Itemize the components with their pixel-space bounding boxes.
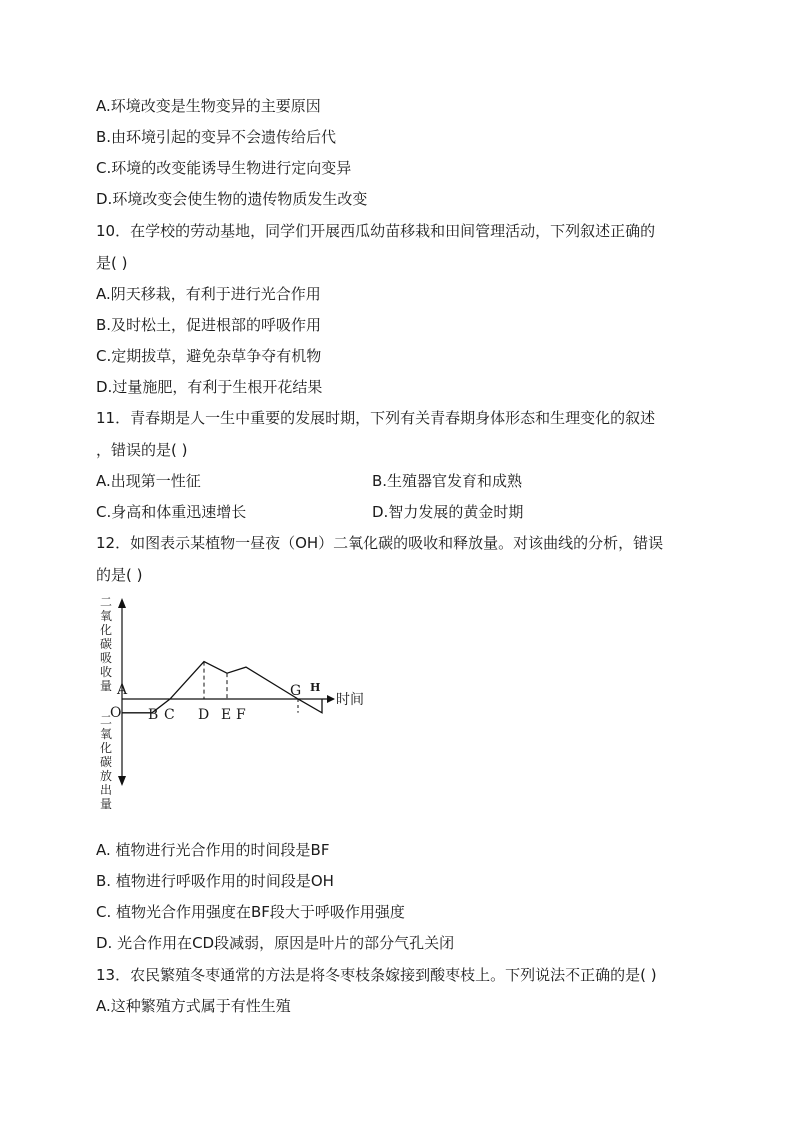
q9-option-c: C.环境的改变能诱导生物进行定向变异	[96, 159, 352, 177]
y-label-top-char: 氧	[100, 609, 113, 623]
y-label-top-char: 吸	[100, 651, 113, 665]
y-label-top-char: 二	[100, 595, 113, 609]
y-label-bottom-char: 二	[100, 713, 113, 727]
y-label-bottom-char: 量	[100, 797, 113, 811]
q10-option-b: B.及时松土，促进根部的呼吸作用	[96, 316, 322, 334]
chart-dashed-guides	[122, 662, 298, 713]
q11-option-b: B.生殖器官发育和成熟	[372, 472, 523, 490]
q12-option-d: D. 光合作用在CD段减弱，原因是叶片的部分气孔关闭	[96, 934, 455, 952]
y-axis-arrow-down	[118, 776, 126, 786]
q10-stem-line1: 10．在学校的劳动基地，同学们开展西瓜幼苗移栽和田间管理活动，下列叙述正确的	[96, 222, 656, 240]
point-label-f: F	[236, 707, 246, 723]
origin-label: O	[110, 705, 122, 721]
point-label-a: A	[117, 682, 128, 698]
y-axis-arrow-up	[118, 598, 126, 608]
y-label-top-char: 收	[100, 665, 113, 679]
point-label-g: G	[290, 683, 302, 699]
q11-stem-line2: ，错误的是( )	[96, 441, 188, 459]
x-axis-arrow	[327, 695, 335, 703]
q9-option-d: D.环境改变会使生物的遗传物质发生改变	[96, 190, 368, 208]
chart-y-labels	[100, 595, 112, 811]
point-label-e: E	[221, 707, 232, 723]
y-label-bottom-char: 碳	[100, 755, 113, 769]
co2-chart	[92, 594, 364, 828]
chart-axes	[110, 598, 364, 786]
y-label-top-char: 化	[100, 623, 113, 637]
point-label-b: B	[148, 707, 159, 723]
q12-option-a: A. 植物进行光合作用的时间段是BF	[96, 841, 330, 859]
point-label-h: H	[310, 681, 321, 694]
y-label-bottom-char: 氧	[100, 727, 113, 741]
q12-option-c: C. 植物光合作用强度在BF段大于呼吸作用强度	[96, 903, 405, 921]
q10-option-c: C.定期拔草，避免杂草争夺有机物	[96, 347, 322, 365]
q12-option-b: B. 植物进行呼吸作用的时间段是OH	[96, 872, 334, 890]
y-label-bottom-char: 化	[100, 741, 113, 755]
point-label-d: D	[198, 707, 210, 723]
chart-point-labels	[116, 681, 320, 723]
q9-option-a: A.环境改变是生物变异的主要原因	[96, 97, 321, 115]
point-label-c: C	[164, 707, 175, 723]
q11-option-a: A.出现第一性征	[96, 472, 201, 490]
q10-option-d: D.过量施肥，有利于生根开花结果	[96, 378, 323, 396]
q11-option-d: D.智力发展的黄金时期	[372, 503, 524, 521]
y-label-bottom-char: 出	[100, 783, 113, 797]
q11-stem-line1: 11．青春期是人一生中重要的发展时期，下列有关青春期身体形态和生理变化的叙述	[96, 409, 656, 427]
q10-stem-line2: 是( )	[96, 254, 128, 272]
x-axis-label: 时间	[336, 692, 364, 708]
q13-option-a: A.这种繁殖方式属于有性生殖	[96, 997, 291, 1015]
y-label-top-char: 碳	[100, 637, 113, 651]
q11-option-c: C.身高和体重迅速增长	[96, 503, 247, 521]
y-label-top-char: 量	[100, 679, 113, 693]
q9-option-b: B.由环境引起的变异不会遗传给后代	[96, 128, 337, 146]
q10-option-a: A.阴天移栽，有利于进行光合作用	[96, 285, 321, 303]
q12-stem-line2: 的是( )	[96, 566, 143, 584]
q13-stem: 13．农民繁殖冬枣通常的方法是将冬枣枝条嫁接到酸枣枝上。下列说法不正确的是( )	[96, 966, 657, 984]
q12-stem-line1: 12．如图表示某植物一昼夜（OH）二氧化碳的吸收和释放量。对该曲线的分析，错误	[96, 534, 664, 552]
y-label-bottom-char: 放	[100, 769, 113, 783]
